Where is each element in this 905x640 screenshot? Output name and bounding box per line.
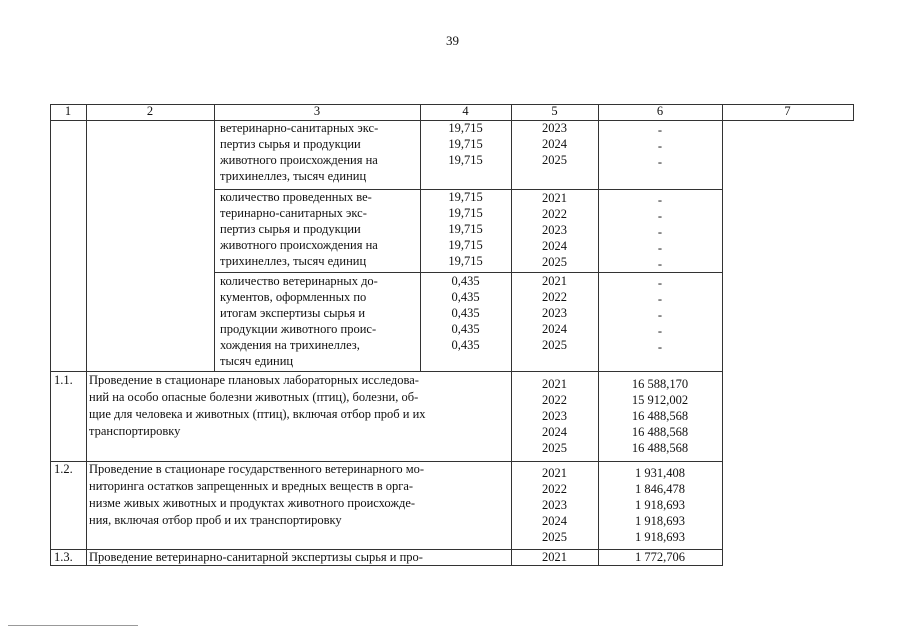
indicator-text-line: трихинеллез, тысяч единиц [220,169,367,183]
amount-cell: 1 918,693 [635,498,685,512]
indicator-value: 19,715 [448,238,483,252]
indicator-value: 0,435 [451,274,480,288]
row-description-line: транспортировку [89,424,181,438]
year-cell: 2025 [542,255,567,269]
year-cell: 2025 [542,441,567,455]
year-cell: 2024 [542,425,567,439]
year-cell: 2021 [542,466,567,480]
indicator-value: 0,435 [451,322,480,336]
year-cell: 2024 [542,137,567,151]
dash-cell: - [657,292,663,306]
row-description-line: ния, включая отбор проб и их транспортировку [89,513,342,527]
indicator-text-line: трихинеллез, тысяч единиц [220,254,367,268]
amount-cell: 16 488,568 [631,409,689,423]
indicator-text-line: количество ветеринарных до- [220,274,378,288]
indicator-value: 19,715 [448,137,483,151]
dash-cell: - [657,257,663,271]
year-cell: 2021 [542,550,567,564]
row-number: 1.2. [54,462,73,476]
page-number: 39 [446,33,459,48]
year-cell: 2022 [542,290,567,304]
dash-cell: - [657,308,663,322]
dash-cell: - [657,193,663,207]
header-col-1: 1 [64,104,72,118]
indicator-text-line: теринарно-санитарных экс- [220,206,367,220]
year-cell: 2022 [542,207,567,221]
dash-cell: - [657,324,663,338]
indicator-value: 19,715 [448,254,483,268]
indicator-text-line: животного происхождения на [220,238,378,252]
year-cell: 2025 [542,530,567,544]
indicator-text-line: количество проведенных ве- [220,190,372,204]
header-col-5: 5 [551,104,558,118]
year-cell: 2023 [542,223,567,237]
indicator-value: 0,435 [451,338,480,352]
amount-cell: 16 488,568 [631,441,689,455]
indicator-value: 19,715 [448,222,483,236]
row-number: 1.1. [54,373,73,387]
dash-cell: - [657,209,663,223]
dash-cell: - [657,340,663,354]
year-cell: 2023 [542,498,567,512]
amount-cell: 1 931,408 [635,466,685,480]
indicator-value: 19,715 [448,153,483,167]
indicator-text-line: кументов, оформленных по [220,290,367,304]
row-number: 1.3. [54,550,73,564]
year-cell: 2023 [542,306,567,320]
amount-cell: 16 488,568 [631,425,689,439]
indicator-text-line: хождения на трихинеллез, [220,338,360,352]
year-cell: 2021 [542,274,567,288]
header-col-7: 7 [784,104,791,118]
amount-cell: 1 772,706 [635,550,685,564]
row-description-line: Проведение в стационаре государственного ветеринарного мо- [89,462,425,476]
indicator-value: 19,715 [448,121,483,135]
indicator-text-line: тысяч единиц [220,354,294,368]
row-description-line: ний на особо опасные болезни животных (птиц), болезни, об- [89,390,419,404]
dash-cell: - [657,241,663,255]
year-cell: 2022 [542,482,567,496]
header-col-2: 2 [146,104,154,118]
indicator-text-line: продукции животного проис- [220,322,377,336]
row-description-line: низме живых животных и продуктах животного происхожде- [89,496,416,510]
indicator-value: 19,715 [448,190,483,204]
indicator-text-line: пертиз сырья и продукции [220,222,361,236]
footer-rule [8,625,138,626]
year-cell: 2022 [542,393,567,407]
indicator-value: 19,715 [448,206,483,220]
amount-cell: 15 912,002 [631,393,689,407]
row-description-line: Проведение ветеринарно-санитарной экспертизы сырья и про- [89,550,423,564]
year-cell: 2023 [542,409,567,423]
indicator-value: 0,435 [451,306,480,320]
indicator-value: 0,435 [451,290,480,304]
year-cell: 2025 [542,153,567,167]
year-cell: 2024 [542,239,567,253]
header-col-3: 3 [313,104,321,118]
year-cell: 2023 [542,121,567,135]
year-cell: 2021 [542,191,567,205]
header-col-6: 6 [656,104,664,118]
year-cell: 2024 [542,322,567,336]
indicator-text-line: животного происхождения на [220,153,378,167]
dash-cell: - [657,276,663,290]
year-cell: 2024 [542,514,567,528]
header-col-4: 4 [462,104,469,118]
amount-cell: 1 918,693 [635,514,685,528]
dash-cell: - [657,225,663,239]
year-cell: 2021 [542,377,567,391]
indicator-text-line: итогам экспертизы сырья и [220,306,366,320]
indicator-text-line: ветеринарно-санитарных экс- [220,121,379,135]
row-description-line: ниторинга остатков запрещенных и вредных веществ в орга- [89,479,414,493]
amount-cell: 1 846,478 [635,482,685,496]
amount-cell: 16 588,170 [631,377,689,391]
year-cell: 2025 [542,338,567,352]
amount-cell: 1 918,693 [635,530,685,544]
dash-cell: - [657,155,663,169]
row-description-line: щие для человека и животных (птиц), включая отбор проб и их [89,407,426,421]
row-description-line: Проведение в стационаре плановых лабораторных исследова- [89,373,419,387]
indicator-text-line: пертиз сырья и продукции [220,137,361,151]
dash-cell: - [657,139,663,153]
dash-cell: - [657,123,663,137]
